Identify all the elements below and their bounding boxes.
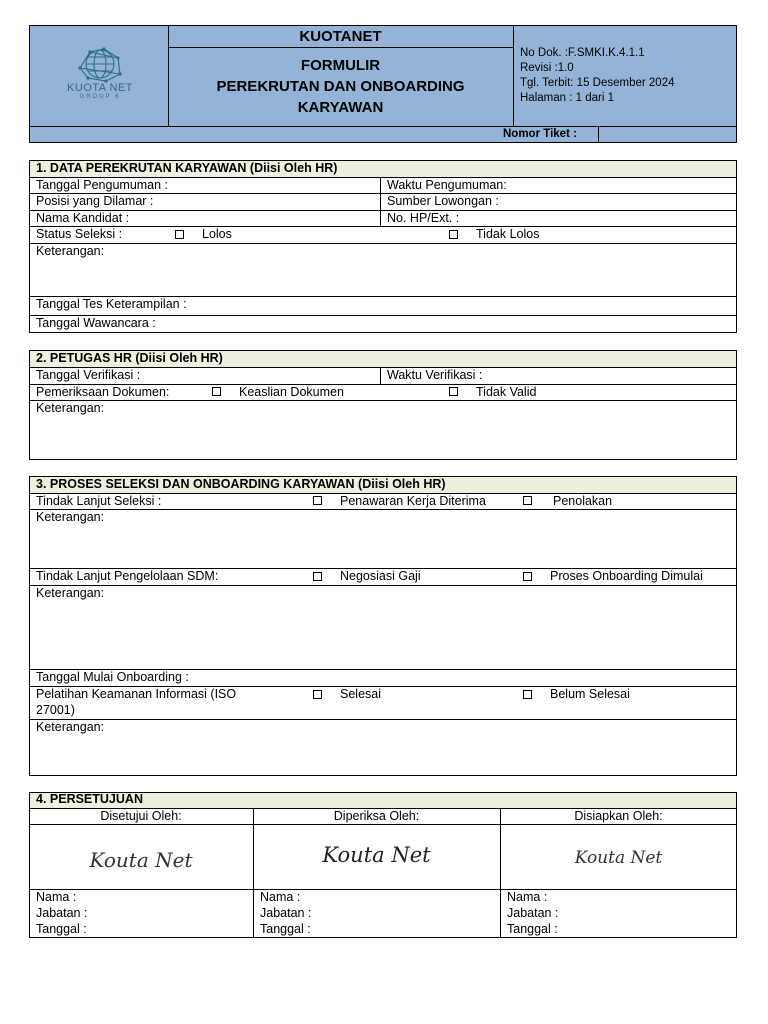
document-check-label: Pemeriksaan Dokumen:	[36, 385, 170, 399]
issue-date: Tgl. Terbit: 15 Desember 2024	[520, 77, 675, 89]
invalid-checkbox[interactable]	[449, 387, 458, 396]
salary-negotiation-checkbox[interactable]	[313, 572, 322, 581]
document-number: No Dok. :F.SMKI.K.4.1.1	[520, 47, 645, 59]
section-selection-onboarding	[29, 476, 737, 776]
globe-network-icon	[60, 44, 140, 84]
pass-option-label: Lolos	[202, 227, 232, 241]
signature-approver: Kouta Net	[89, 848, 193, 872]
approver-name-label: Nama :	[36, 890, 77, 904]
security-training-label-line2: 27001)	[36, 703, 75, 717]
prepared-by-label: Disiapkan Oleh:	[574, 809, 663, 823]
hr-followup-label: Tindak Lanjut Pengelolaan SDM:	[36, 569, 219, 583]
fail-checkbox[interactable]	[449, 230, 458, 239]
onboarding-started-checkbox[interactable]	[523, 572, 532, 581]
notes-label: Keterangan:	[36, 401, 105, 415]
logo-name: KUOTA NET	[66, 82, 134, 94]
security-training-label-line1: Pelatihan Keamanan Informasi (ISO	[36, 687, 237, 701]
candidate-name-label: Nama Kandidat :	[36, 211, 130, 225]
invalid-label: Tidak Valid	[476, 385, 537, 399]
announcement-time-label: Waktu Pengumuman:	[387, 178, 507, 192]
onboarding-start-date-label: Tanggal Mulai Onboarding :	[36, 670, 189, 684]
preparer-date-label: Tanggal :	[507, 922, 558, 936]
position-label: Posisi yang Dilamar :	[36, 194, 154, 208]
notes-label: Keterangan:	[36, 244, 105, 258]
divider	[29, 126, 737, 127]
signature-checker: Kouta Net	[322, 843, 431, 867]
fail-option-label: Tidak Lolos	[476, 227, 540, 241]
checker-position-label: Jabatan :	[260, 906, 312, 920]
training-not-done-checkbox[interactable]	[523, 690, 532, 699]
section-title: 1. DATA PEREKRUTAN KARYAWAN (Diisi Oleh HR)	[36, 161, 338, 175]
section-title: 4. PERSETUJUAN	[36, 792, 143, 806]
checker-date-label: Tanggal :	[260, 922, 311, 936]
interview-date-label: Tanggal Wawancara :	[36, 316, 156, 330]
selection-followup-label: Tindak Lanjut Seleksi :	[36, 494, 162, 508]
selection-status-label: Status Seleksi :	[36, 227, 123, 241]
checker-name-label: Nama :	[260, 890, 301, 904]
revision: Revisi :1.0	[520, 62, 574, 74]
ticket-number-label: Nomor Tiket :	[503, 128, 577, 140]
checked-by-label: Diperiksa Oleh:	[333, 809, 420, 823]
divider	[513, 25, 514, 126]
onboarding-started-label: Proses Onboarding Dimulai	[550, 569, 703, 583]
form-title-line1: FORMULIR	[300, 57, 381, 74]
approved-by-label: Disetujui Oleh:	[100, 809, 182, 823]
phone-label: No. HP/Ext. :	[387, 211, 460, 225]
pass-checkbox[interactable]	[175, 230, 184, 239]
training-done-checkbox[interactable]	[313, 690, 322, 699]
divider	[598, 126, 599, 143]
form-title-line3: KARYAWAN	[297, 99, 384, 116]
training-done-label: Selesai	[340, 687, 381, 701]
offer-accepted-label: Penawaran Kerja Diterima	[340, 494, 486, 508]
verification-date-label: Tanggal Verifikasi :	[36, 368, 141, 382]
company-name: KUOTANET	[299, 28, 382, 45]
company-logo	[60, 44, 140, 104]
rejection-checkbox[interactable]	[523, 496, 532, 505]
notes-label: Keterangan:	[36, 720, 105, 734]
authentic-document-checkbox[interactable]	[212, 387, 221, 396]
verification-time-label: Waktu Verifikasi :	[387, 368, 483, 382]
approver-date-label: Tanggal :	[36, 922, 87, 936]
authentic-document-label: Keaslian Dokumen	[239, 385, 344, 399]
logo-subtitle: GROUP 6	[79, 94, 121, 100]
divider	[168, 47, 513, 48]
preparer-name-label: Nama :	[507, 890, 548, 904]
vacancy-source-label: Sumber Lowongan :	[387, 194, 499, 208]
training-not-done-label: Belum Selesai	[550, 687, 630, 701]
preparer-position-label: Jabatan :	[507, 906, 559, 920]
rejection-label: Penolakan	[553, 494, 613, 508]
section-title: 3. PROSES SELEKSI DAN ONBOARDING KARYAWAN (Diisi Oleh HR)	[36, 477, 446, 491]
skill-test-date-label: Tanggal Tes Keterampilan :	[36, 297, 187, 311]
offer-accepted-checkbox[interactable]	[313, 496, 322, 505]
section-title: 2. PETUGAS HR (Diisi Oleh HR)	[36, 351, 223, 365]
notes-label: Keterangan:	[36, 586, 105, 600]
page-number: Halaman : 1 dari 1	[520, 92, 614, 104]
salary-negotiation-label: Negosiasi Gaji	[340, 569, 421, 583]
notes-label: Keterangan:	[36, 510, 105, 524]
signature-preparer: Kouta Net	[574, 848, 663, 868]
form-title-line2: PEREKRUTAN DAN ONBOARDING	[216, 78, 465, 95]
announcement-date-label: Tanggal Pengumuman :	[36, 178, 169, 192]
approver-position-label: Jabatan :	[36, 906, 88, 920]
